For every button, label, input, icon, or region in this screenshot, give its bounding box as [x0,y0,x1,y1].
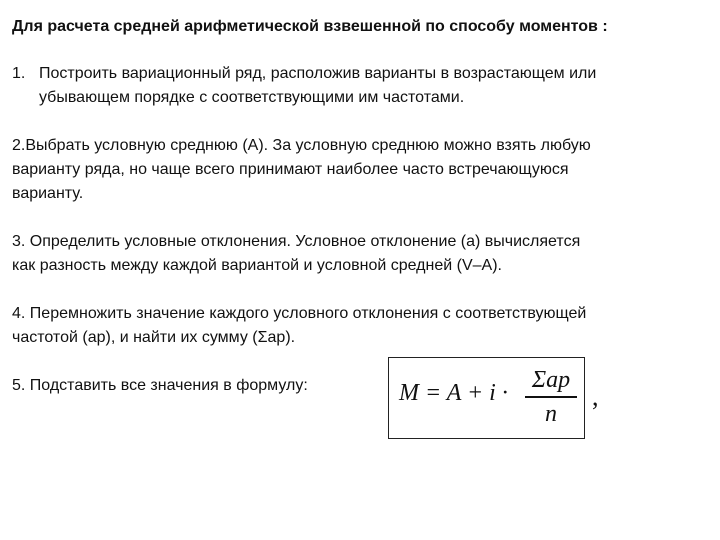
step-5-line-1: 5. Подставить все значения в формулу: [12,377,308,394]
step-5 [12,374,708,398]
formula [389,358,584,438]
step-4 [12,302,708,350]
step-4-line-2: частотой (ap), и найти их сумму (Σap). [12,329,296,346]
step-4-line-1: 4. Перемножить значение каждого условного отклонения с соответствующей [12,305,587,322]
formula-denominator: n [545,401,557,427]
step-1-number: 1. [12,65,26,82]
formula-lhs: M = A + i · [399,380,508,406]
step-2-line-1: 2.Выбрать условную среднюю (А). За условную среднюю можно взять любую [12,137,591,154]
formula-box [388,357,585,439]
step-1-line-2: убывающем порядке с соответствующими им частотами. [39,89,465,106]
step-2 [12,134,708,206]
step-1-line-1: Построить вариационный ряд, расположив варианты в возрастающем или [39,65,597,82]
formula-numerator: Σap [531,367,571,393]
step-3-line-1: 3. Определить условные отклонения. Условное отклонение (a) вычисляется [12,233,581,250]
step-3 [12,230,708,278]
formula-trailing-comma: , [592,382,599,411]
step-1-text [39,62,708,110]
fraction-bar [525,396,577,398]
formula-fraction [525,366,577,428]
slide-title: Для расчета средней арифметической взвешенной по способу моментов : [12,18,608,35]
step-2-line-3: варианту. [12,185,84,202]
step-3-line-2: как разность между каждой вариантой и условной средней (V–A). [12,257,502,274]
step-2-line-2: варианту ряда, но чаще всего принимают наиболее часто встречающуюся [12,161,569,178]
